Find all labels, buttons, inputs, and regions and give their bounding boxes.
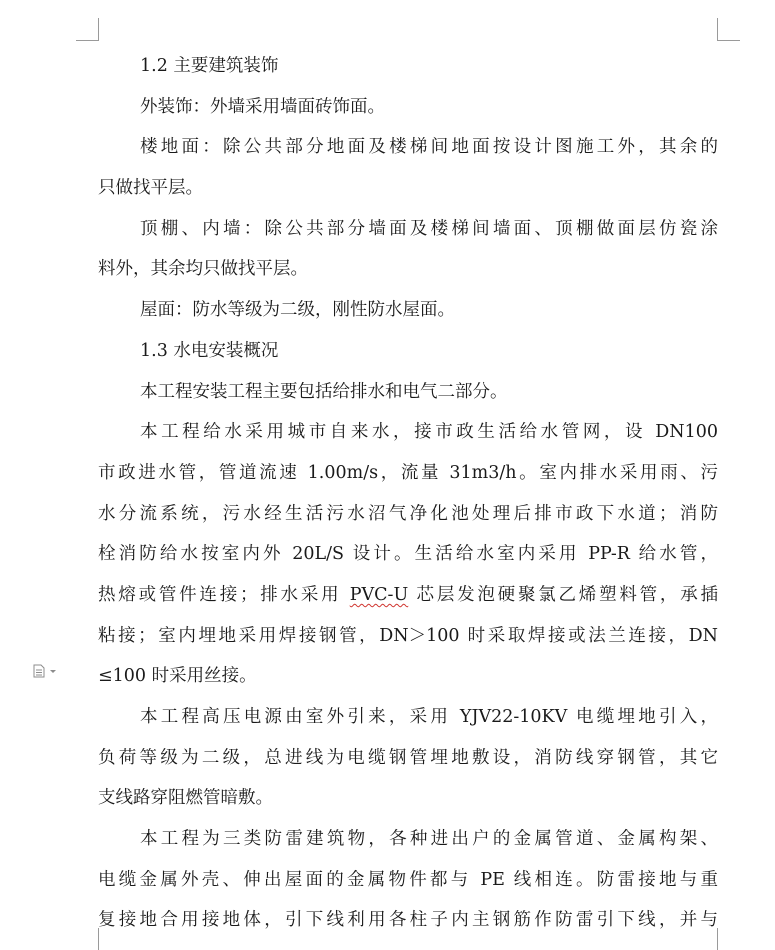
paragraph-exterior: 外装饰：外墙采用墙面砖饰面。 [140, 96, 385, 117]
document-page [98, 46, 718, 941]
spellcheck-flagged-word[interactable]: PVC-U [349, 584, 409, 605]
paragraph-water-line: 粘接；室内埋地采用焊接钢管，DN＞100 时采取焊接或法兰连接，DN [98, 625, 718, 646]
paragraph-water-line: 栓消防给水按室内外 20L/S 设计。生活给水室内采用 PP-R 给水管， [98, 544, 718, 565]
paragraph-lightning-line: 电缆金属外壳、伸出屋面的金属物件都与 PE 线相连。防雷接地与重 [98, 869, 718, 890]
paragraph-floor-line: 只做找平层。 [98, 178, 203, 199]
paragraph-water-line: 本工程给水采用城市自来水，接市政生活给水管网，设 DN100 [140, 422, 718, 443]
page-corner-mark [76, 18, 99, 41]
section-heading: 1.2 主要建筑装饰 [140, 56, 279, 76]
paragraph-water-line: 市政进水管，管道流速 1.00m/s，流量 31m3/h。室内排水采用雨、污 [98, 462, 718, 483]
paragraph-lightning-line: 复接地合用接地体，引下线利用各柱子内主钢筋作防雷引下线，并与 [98, 910, 718, 931]
page-corner-mark [717, 928, 740, 950]
document-options-icon[interactable] [33, 663, 61, 677]
paragraph-install: 本工程安装工程主要包括给排水和电气二部分。 [140, 381, 508, 402]
paragraph-water-line: 水分流系统，污水经生活污水沼气净化池处理后排市政下水道；消防 [98, 503, 718, 524]
paragraph-floor-line: 楼地面：除公共部分地面及楼梯间地面按设计图施工外，其余的 [140, 137, 718, 158]
section-heading: 1.3 水电安装概况 [140, 340, 279, 361]
text-run: 芯层发泡硬聚氯乙烯塑料管，承插 [408, 584, 719, 605]
paragraph-ceiling-line: 顶棚、内墙：除公共部分墙面及楼梯间墙面、顶棚做面层仿瓷涂 [140, 218, 718, 239]
paragraph-power-line: 本工程高压电源由室外引来，采用 YJV22-10KV 电缆埋地引入， [140, 707, 718, 727]
page-corner-mark [76, 928, 99, 950]
paragraph-roof: 屋面：防水等级为二级，刚性防水屋面。 [140, 300, 455, 321]
page-corner-mark [717, 18, 740, 41]
paragraph-water-line: ≤100 时采用丝接。 [98, 666, 257, 687]
paragraph-power-line: 负荷等级为二级，总进线为电缆钢管埋地敷设，消防线穿钢管，其它 [98, 747, 718, 768]
paragraph-ceiling-line: 料外，其余均只做找平层。 [98, 259, 308, 280]
paragraph-lightning-line: 本工程为三类防雷建筑物，各种进出户的金属管道、金属构架、 [140, 829, 718, 850]
paragraph-water-line [98, 575, 718, 616]
text-run: 热熔或管件连接；排水采用 [98, 584, 350, 605]
paragraph-power-line: 支线路穿阻燃管暗敷。 [98, 788, 273, 809]
